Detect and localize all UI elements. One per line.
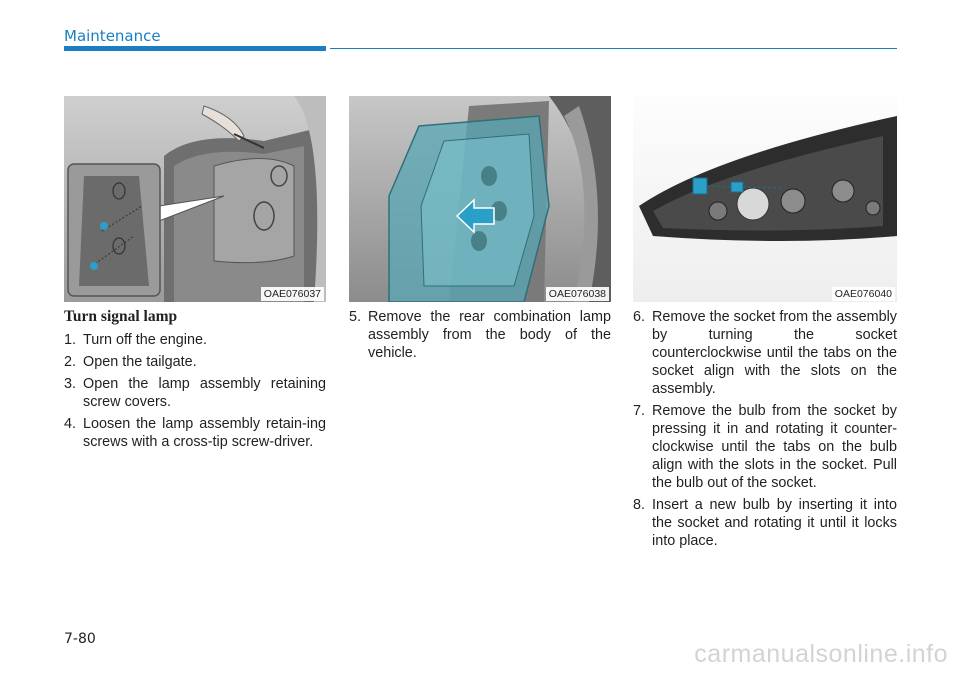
step-number: 8.: [633, 497, 646, 513]
section-heading: Turn signal lamp: [64, 308, 178, 325]
figure-lamp-removal: [349, 96, 611, 302]
column-3: [633, 308, 897, 554]
step-item: [633, 308, 897, 398]
step-list: [64, 331, 326, 451]
step-number: 6.: [633, 309, 646, 325]
step-item: [633, 402, 897, 492]
step-text: Turn off the engine.: [83, 332, 208, 348]
figure-bulb-socket: [633, 96, 897, 302]
step-number: 2.: [64, 354, 77, 370]
step-item: [64, 331, 326, 349]
step-number: 5.: [349, 309, 362, 325]
lamp-removal-illustration: [349, 96, 611, 302]
step-text: Loosen the lamp assembly retain-ing screws with a cross-tip screw-driver.: [83, 416, 326, 450]
step-item: [633, 496, 897, 550]
figure-code: OAE076037: [261, 287, 324, 301]
step-list: [633, 308, 897, 550]
header-rule-thin: [330, 48, 897, 49]
step-item: [64, 375, 326, 411]
step-text: Remove the rear combination lamp assembly from the body of the vehicle.: [368, 309, 611, 361]
lamp-screws-illustration: [64, 96, 326, 302]
step-list: [349, 308, 611, 362]
figure-code: OAE076038: [546, 287, 609, 301]
step-number: 1.: [64, 332, 77, 348]
step-item: [349, 308, 611, 362]
step-item: [64, 353, 326, 371]
step-text: Open the tailgate.: [83, 354, 197, 370]
header-rule-thick: [64, 46, 326, 51]
section-title: Maintenance: [64, 27, 161, 45]
column-1: [64, 308, 326, 455]
figure-lamp-screws: [64, 96, 326, 302]
column-2: [349, 308, 611, 366]
step-text: Open the lamp assembly retaining screw covers.: [83, 376, 326, 410]
watermark: carmanualsonline.info: [694, 640, 948, 668]
step-text: Insert a new bulb by inserting it into the socket and rotating it until it locks into place.: [652, 497, 897, 549]
step-text: Remove the socket from the assembly by turning the socket counterclockwise until the tabs on the socket align with the slots on the assembly.: [652, 309, 897, 397]
step-number: 3.: [64, 376, 77, 392]
page-number: 7-80: [64, 631, 96, 647]
figure-code: OAE076040: [832, 287, 895, 301]
step-item: [64, 415, 326, 451]
bulb-socket-illustration: [633, 96, 897, 302]
step-number: 4.: [64, 416, 77, 432]
step-number: 7.: [633, 403, 646, 419]
step-text: Remove the bulb from the socket by pressing it in and rotating it counter-clockwise until the tabs on the bulb align with the slots in the socket. Pull the bulb out of the socket.: [652, 403, 897, 491]
